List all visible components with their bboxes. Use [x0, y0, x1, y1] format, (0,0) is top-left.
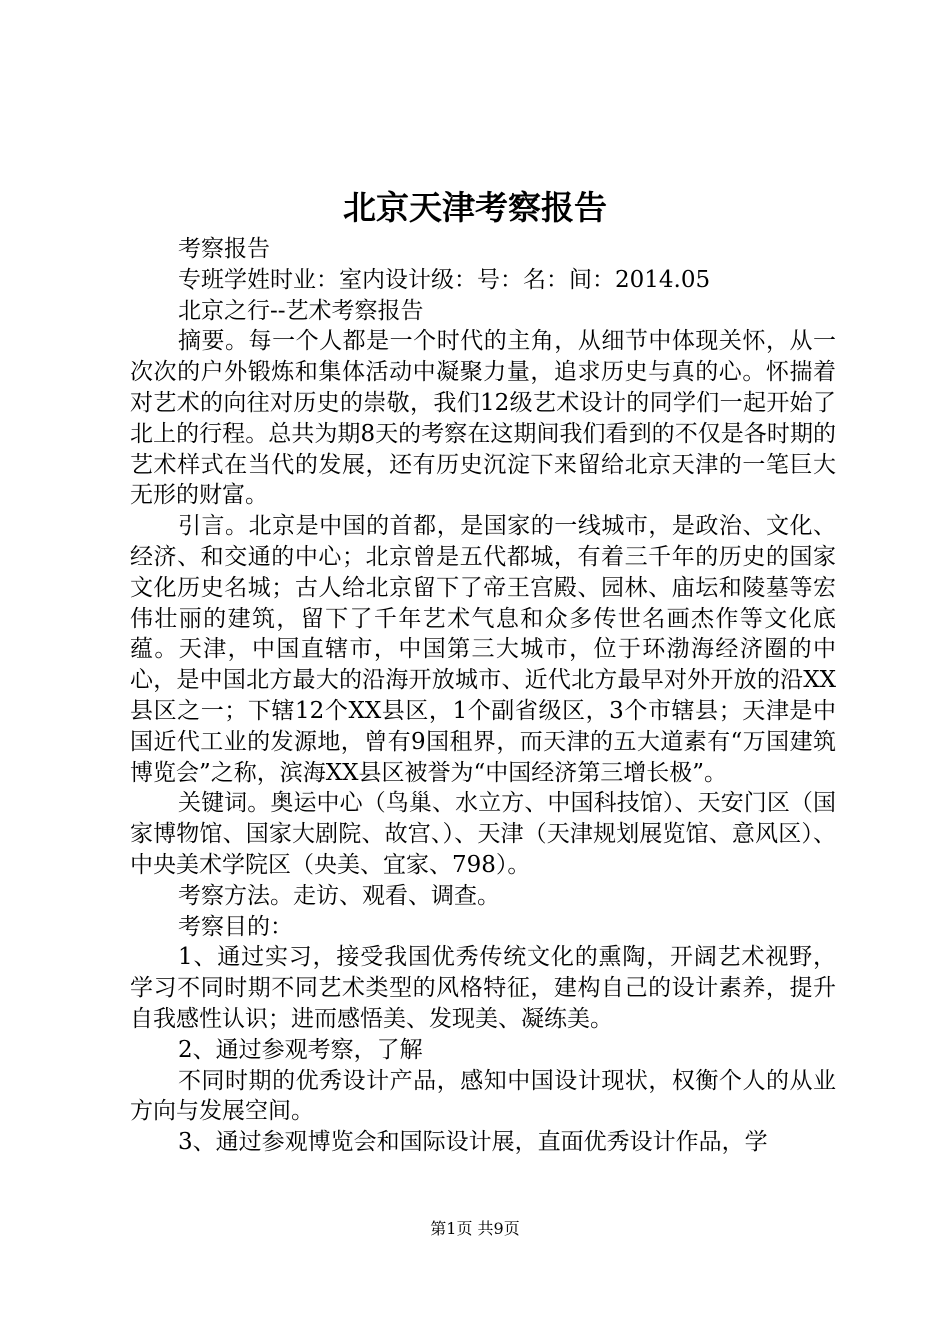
paragraph-purpose-2: 2、通过参观考察，了解 — [178, 1036, 423, 1063]
paragraph-abstract: 摘要。每一个人都是一个时代的主角，从细节中体现关怀，从一次次的户外锻炼和集体活动中凝聚力量，追求历史与真的心。怀揣着对艺术的向往对历史的崇敬，我们12级艺术设计的同学们一起开始了北上的行程。总共为期8天的考察在这期间我们看到的不仅是各时期的艺术样式在当代的发展，还有历史沉淀下来留给北京天津的一笔巨大无形的财富。 — [130, 328, 836, 509]
document-body — [130, 234, 836, 1158]
paragraph-purpose-heading: 考察目的： — [178, 913, 293, 940]
page-number-footer: 第1页 共9页 — [430, 1219, 520, 1238]
paragraph-purpose-1: 1、通过实习，接受我国优秀传统文化的熏陶，开阔艺术视野，学习不同时期不同艺术类型的风格特征，建构自己的设计素养，提升自我感性认识；进而感悟美、发现美、凝练美。 — [130, 944, 836, 1032]
paragraph-subtitle: 北京之行--艺术考察报告 — [178, 297, 424, 324]
document-title: 北京天津考察报告 — [343, 188, 607, 227]
paragraph-report-label: 考察报告 — [178, 236, 270, 262]
paragraph-purpose-2-continued: 不同时期的优秀设计产品，感知中国设计现状，权衡个人的从业方向与发展空间。 — [130, 1067, 836, 1125]
paragraph-info-line: 专班学姓时业：室内设计级：号：名：间：2014.05 — [178, 266, 711, 293]
paragraph-purpose-3: 3、通过参观博览会和国际设计展，直面优秀设计作品，学 — [178, 1129, 768, 1156]
paragraph-method: 考察方法。走访、观看、调查。 — [178, 882, 500, 909]
paragraph-keywords: 关键词。奥运中心（鸟巢、水立方、中国科技馆）、天安门区（国家博物馆、国家大剧院、故宫、）、天津（天津规划展览馆、意风区）、中央美术学院区（央美、宜家、798）。 — [130, 790, 836, 878]
paragraph-introduction: 引言。北京是中国的首都，是国家的一线城市，是政治、文化、经济、和交通的中心；北京曾是五代都城，有着三千年的历史的国家文化历史名城；古人给北京留下了帝王宫殿、园林、庙坛和陵墓等宏伟壮丽的建筑，留下了千年艺术气息和众多传世名画杰作等文化底蕴。天津，中国直辖市，中国第三大城市，位于环渤海经济圈的中心，是中国北方最大的沿海开放城市、近代北方最早对外开放的沿XX县区之一；下辖12个XX县区，1个副省级区，3个市辖县；天津是中国近代工业的发源地，曾有9国租界，而天津的五大道素有“万国建筑博览会”之称，滨海XX县区被誉为“中国经济第三增长极”。 — [130, 513, 836, 786]
